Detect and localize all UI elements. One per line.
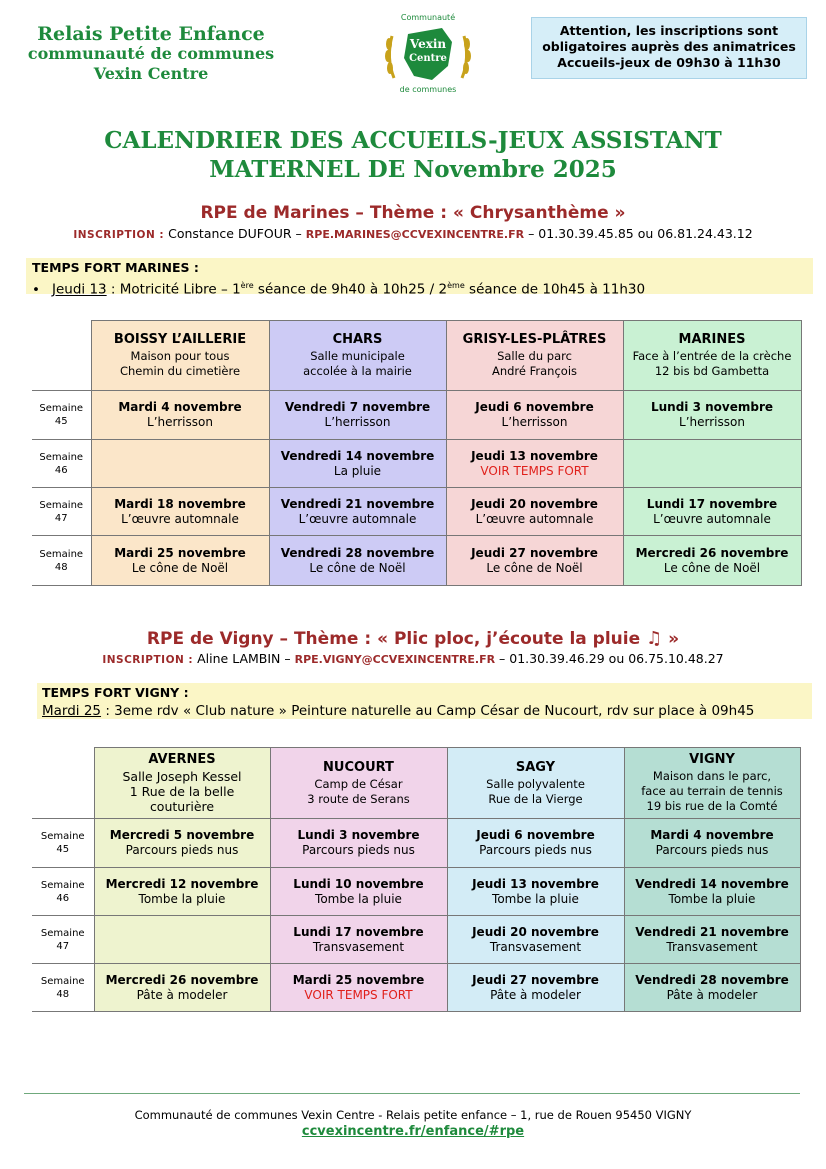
vigny-section-title xyxy=(0,628,826,649)
marines-contact: Constance DUFOUR – xyxy=(168,226,302,241)
footer-website-link[interactable]: ccvexincentre.fr/enfance/#rpe xyxy=(301,1124,525,1139)
venue-name: MARINES xyxy=(678,332,746,347)
venue-header xyxy=(623,321,801,391)
empty-corner-cell xyxy=(32,748,94,819)
vigny-inscription xyxy=(0,651,826,666)
venue-address: 1 Rue de la belle xyxy=(129,784,235,799)
vexin-centre-logo xyxy=(380,8,476,96)
venue-address: Salle du parc xyxy=(497,349,572,363)
marines-email[interactable]: RPE.MARINES@CCVEXINCENTRE.FR xyxy=(305,228,525,241)
logo-name1: Vexin xyxy=(409,37,447,51)
table-row xyxy=(32,391,801,440)
session-cell: Mercredi 26 novembre Le cône de Noël xyxy=(623,536,801,586)
logo-top-text: Communauté xyxy=(400,13,456,22)
marines-temps-fort-text: : Motricité Libre – 1 xyxy=(106,281,241,298)
venue-address: Salle municipale xyxy=(310,349,405,363)
venue-address: Maison pour tous xyxy=(130,349,230,363)
empty-corner-cell xyxy=(32,321,91,391)
venue-name: NUCOURT xyxy=(323,759,394,775)
session-cell: Lundi 3 novembre Parcours pieds nus xyxy=(270,819,447,868)
venue-address: André François xyxy=(491,364,578,378)
table-header-row xyxy=(32,748,800,819)
table-row xyxy=(32,916,800,964)
marines-temps-fort xyxy=(26,258,813,298)
session-cell: Vendredi 14 novembre La pluie xyxy=(269,440,446,488)
vigny-title-end: » xyxy=(668,629,680,649)
table-row xyxy=(32,536,801,586)
week-label: Semaine 45 xyxy=(32,391,91,440)
table-row xyxy=(32,488,801,536)
table-row xyxy=(32,868,800,916)
venue-address: Chemin du cimetière xyxy=(119,364,241,378)
notice-line3: Accueils-jeux de 09h30 à 11h30 xyxy=(557,55,781,70)
session-cell: Mardi 25 novembre Le cône de Noël xyxy=(91,536,269,586)
week-label: Semaine 48 xyxy=(32,536,91,586)
session-cell: Jeudi 13 novembre VOIR TEMPS FORT xyxy=(446,440,623,488)
bullet: • xyxy=(32,281,40,298)
title-line1: CALENDRIER DES ACCUEILS-JEUX ASSISTANT xyxy=(104,127,722,154)
week-label: Semaine 45 xyxy=(32,819,94,868)
venue-address: Face à l’entrée de la crèche xyxy=(632,349,792,363)
vigny-contact: Aline LAMBIN – xyxy=(197,651,291,666)
vigny-phones: – 01.30.39.46.29 ou 06.75.10.48.27 xyxy=(499,651,724,666)
venue-header xyxy=(270,748,447,819)
page-title xyxy=(40,126,786,184)
marines-section-title: RPE de Marines – Thème : « Chrysanthème » xyxy=(200,203,626,223)
venue-header xyxy=(94,748,270,819)
venue-address: face au terrain de tennis xyxy=(641,784,783,798)
venue-address: 3 route de Serans xyxy=(307,791,410,806)
week-label: Semaine 46 xyxy=(32,868,94,916)
vigny-temps-fort xyxy=(37,683,812,719)
session-cell: Jeudi 20 novembre L’œuvre automnale xyxy=(446,488,623,536)
session-cell: Jeudi 6 novembre L’herrisson xyxy=(446,391,623,440)
session-cell: Mardi 4 novembre L’herrisson xyxy=(91,391,269,440)
marines-temps-fort-text: séance de 10h45 à 11h30 xyxy=(464,281,646,298)
table-row xyxy=(32,819,800,868)
session-cell: Lundi 3 novembre L’herrisson xyxy=(623,391,801,440)
venue-address: 19 bis rue de la Comté xyxy=(646,799,778,813)
week-label: Semaine 48 xyxy=(32,964,94,1012)
logo-bottom-text: de communes xyxy=(399,85,457,94)
organization-name xyxy=(20,24,282,84)
session-cell: Lundi 17 novembre Transvasement xyxy=(270,916,447,964)
org-line3: Vexin Centre xyxy=(93,64,209,83)
vigny-title-text: RPE de Vigny – Thème : « Plic ploc, j’écoute la pluie xyxy=(146,629,641,649)
superscript: ère xyxy=(240,281,254,290)
venue-header xyxy=(446,321,623,391)
superscript: ème xyxy=(447,281,465,290)
venue-header xyxy=(269,321,446,391)
venue-address: 12 bis bd Gambetta xyxy=(654,364,770,378)
venue-header xyxy=(624,748,800,819)
session-cell: Vendredi 7 novembre L’herrisson xyxy=(269,391,446,440)
venue-address: Maison dans le parc, xyxy=(652,769,772,783)
table-row xyxy=(32,440,801,488)
session-cell: Jeudi 20 novembre Transvasement xyxy=(447,916,624,964)
venue-name: CHARS xyxy=(332,332,383,347)
venue-name: GRISY-LES-PLÂTRES xyxy=(462,332,607,347)
vigny-calendar-table xyxy=(32,747,801,1012)
vigny-inscription-label: INSCRIPTION : xyxy=(102,654,194,666)
session-cell: Lundi 10 novembre Tombe la pluie xyxy=(270,868,447,916)
session-cell: Jeudi 13 novembre Tombe la pluie xyxy=(447,868,624,916)
session-cell: Vendredi 21 novembre L’œuvre automnale xyxy=(269,488,446,536)
marines-temps-fort-text: séance de 9h40 à 10h25 / 2 xyxy=(253,281,448,298)
session-cell: Vendredi 21 novembre Transvasement xyxy=(624,916,800,964)
session-cell: Mardi 4 novembre Parcours pieds nus xyxy=(624,819,800,868)
session-cell xyxy=(91,440,269,488)
vigny-email[interactable]: RPE.VIGNY@CCVEXINCENTRE.FR xyxy=(294,653,496,666)
notice-line2: obligatoires auprès des animatrices xyxy=(542,39,796,54)
venue-address: Salle Joseph Kessel xyxy=(122,769,242,784)
session-cell: Mardi 25 novembre VOIR TEMPS FORT xyxy=(270,964,447,1012)
vigny-temps-fort-text: : 3eme rdv « Club nature » Peinture naturelle au Camp César de Nucourt, rdv sur place à 09h45 xyxy=(101,703,755,719)
venue-address: Camp de César xyxy=(314,776,403,791)
venue-address: Salle polyvalente xyxy=(486,776,585,791)
session-cell: Mercredi 5 novembre Parcours pieds nus xyxy=(94,819,270,868)
marines-temps-fort-day: Jeudi 13 xyxy=(52,281,107,298)
vigny-temps-fort-label: TEMPS FORT VIGNY : xyxy=(42,685,189,700)
footer-divider xyxy=(24,1093,800,1094)
session-cell: Vendredi 28 novembre Le cône de Noël xyxy=(269,536,446,586)
logo-name2: Centre xyxy=(409,53,447,64)
marines-inscription-label: INSCRIPTION : xyxy=(73,229,165,241)
venue-name: BOISSY L’AILLERIE xyxy=(113,332,247,347)
session-cell: Mardi 18 novembre L’œuvre automnale xyxy=(91,488,269,536)
session-cell: Mercredi 26 novembre Pâte à modeler xyxy=(94,964,270,1012)
venue-header xyxy=(91,321,269,391)
session-cell xyxy=(94,916,270,964)
session-cell: Jeudi 27 novembre Pâte à modeler xyxy=(447,964,624,1012)
title-line2: MATERNEL DE Novembre 2025 xyxy=(209,156,617,183)
notice-line1: Attention, les inscriptions sont xyxy=(559,23,779,38)
venue-header xyxy=(447,748,624,819)
session-cell: Mercredi 12 novembre Tombe la pluie xyxy=(94,868,270,916)
venue-name: AVERNES xyxy=(148,752,216,767)
session-cell: Vendredi 14 novembre Tombe la pluie xyxy=(624,868,800,916)
table-row xyxy=(32,964,800,1012)
session-cell: Jeudi 27 novembre Le cône de Noël xyxy=(446,536,623,586)
marines-temps-fort-label: TEMPS FORT MARINES : xyxy=(32,260,199,275)
marines-inscription xyxy=(0,226,826,241)
session-cell: Lundi 17 novembre L’œuvre automnale xyxy=(623,488,801,536)
registration-notice xyxy=(531,17,807,79)
venue-name: VIGNY xyxy=(689,752,735,767)
marines-calendar-table xyxy=(32,320,802,586)
session-cell xyxy=(623,440,801,488)
vigny-temps-fort-day: Mardi 25 xyxy=(42,703,102,719)
venue-address: Rue de la Vierge xyxy=(488,791,583,806)
table-header-row xyxy=(32,321,801,391)
venue-address: couturière xyxy=(149,799,215,814)
venue-name: SAGY xyxy=(515,759,556,775)
org-line2: communauté de communes xyxy=(27,44,275,63)
org-line1: Relais Petite Enfance xyxy=(37,23,265,45)
marines-phones: – 01.30.39.45.85 ou 06.81.24.43.12 xyxy=(528,226,753,241)
session-cell: Jeudi 6 novembre Parcours pieds nus xyxy=(447,819,624,868)
session-cell: Vendredi 28 novembre Pâte à modeler xyxy=(624,964,800,1012)
week-label: Semaine 46 xyxy=(32,440,91,488)
week-label: Semaine 47 xyxy=(32,916,94,964)
week-label: Semaine 47 xyxy=(32,488,91,536)
music-note-icon: ♫ xyxy=(646,628,663,649)
footer-address: Communauté de communes Vexin Centre - Relais petite enfance – 1, rue de Rouen 95450 VIGNY xyxy=(134,1108,692,1122)
venue-address: accolée à la mairie xyxy=(303,364,412,378)
